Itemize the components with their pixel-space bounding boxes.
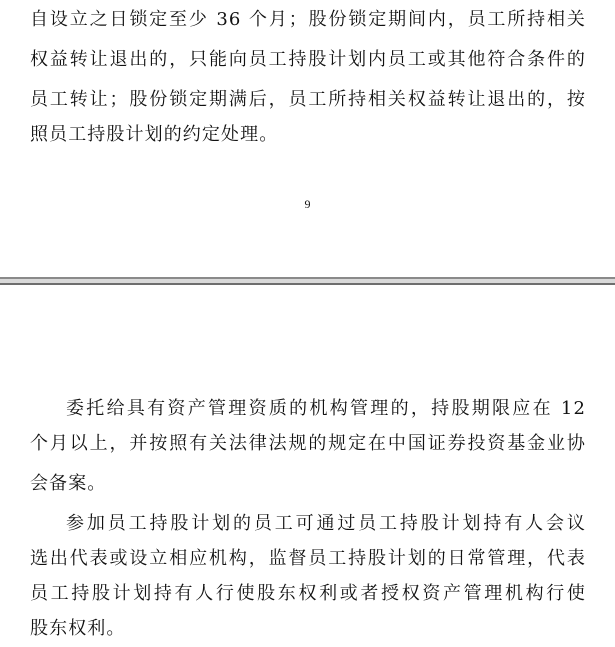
paragraph-line: 自设立之日锁定至少 36 个月；股份锁定期间内，员工所持相关 bbox=[30, 9, 586, 30]
document-page-top bbox=[0, 0, 615, 277]
paragraph-line: 选出代表或设立相应机构，监督员工持股计划的日常管理，代表 bbox=[30, 548, 586, 569]
paragraph-line: 权益转让退出的，只能向员工持股计划内员工或其他符合条件的 bbox=[30, 49, 586, 70]
paragraph-line: 照员工持股计划的约定处理。 bbox=[30, 124, 279, 145]
paragraph-line: 参加员工持股计划的员工可通过员工持股计划持有人会议 bbox=[66, 513, 586, 534]
paragraph-line: 股东权利。 bbox=[30, 618, 126, 639]
paragraph-line: 员工持股计划持有人行使股东权利或者授权资产管理机构行使 bbox=[30, 583, 586, 604]
document-page-bottom bbox=[0, 287, 615, 647]
page-break-divider bbox=[0, 277, 615, 287]
paragraph-line: 委托给具有资产管理资质的机构管理的，持股期限应在 12 bbox=[66, 398, 586, 419]
paragraph-line: 会备案。 bbox=[30, 473, 107, 494]
paragraph-line: 个月以上，并按照有关法律法规的规定在中国证券投资基金业协 bbox=[30, 433, 586, 454]
paragraph-line: 员工转让；股份锁定期满后，员工所持相关权益转让退出的，按 bbox=[30, 89, 586, 110]
page-number: 9 bbox=[304, 197, 311, 211]
